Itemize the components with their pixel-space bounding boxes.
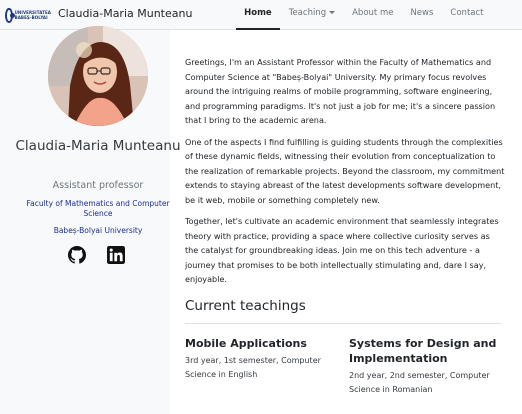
main-nav [236, 0, 492, 30]
navbar [0, 0, 522, 30]
linkedin-link[interactable] [107, 246, 125, 264]
nav-teaching[interactable]: Teaching [280, 0, 343, 30]
course-meta: 3rd year, 1st semester, Computer Science in English [185, 356, 321, 379]
nav-home[interactable]: Home [236, 0, 281, 30]
profile-name: Claudia-Maria Munteanu [15, 138, 181, 154]
course-title: Mobile Applications [185, 337, 307, 350]
avatar [48, 26, 148, 126]
intro-paragraph-3: Together, let's cultivate an academic environment that seamlessly integrates theory with practice, providing a space where collective curiosity serves as the catalyst for groundbreaking ideas. Join me on this tech adventure - a journey that promises to be both intellectually stimulating and, dare I say, enjoyable. [185, 216, 499, 284]
intro-section [185, 55, 505, 294]
linkedin-icon [107, 246, 125, 264]
nav-news[interactable]: News [410, 8, 434, 18]
profile-photo [48, 26, 148, 126]
site-brand[interactable]: Claudia-Maria Munteanu [58, 7, 193, 20]
university-logo[interactable]: UNIVERSITATEA BABEȘ-BOLYAI [5, 6, 51, 24]
course-meta: 2nd year, 2nd semester, Computer Science in Romanian [349, 371, 490, 394]
intro-paragraph-2: One of the aspects I find fulfilling is guiding students through the complexities of these dynamic fields, witnessing their evolution from conceptualization to the realization of remarkable projects. Beyond the classroom, my commitment extends to staying abreast of the latest developments software development, be it web, mobile or something completely new. [185, 136, 505, 205]
nav-contact[interactable]: Contact [450, 8, 484, 18]
course-card[interactable] [349, 336, 497, 397]
intro-paragraph-1: Greetings, I'm an Assistant Professor within the Faculty of Mathematics and Computer Science at "Babeș-Bolyai" University. My primary focus revolves around the intriguing realms of mobile programming, software engineering, and programming paradigms. It's not just a job for me; it's a sincere passion that I bring to the academic arena. [185, 57, 496, 125]
divider [185, 323, 501, 324]
university-link[interactable]: Babeș-Bolyai University [53, 226, 143, 235]
profile-role: Assistant professor [52, 180, 144, 191]
caret-down-icon [329, 11, 335, 14]
course-title: Systems for Design and Implementation [349, 337, 497, 365]
nav-about[interactable]: About me [352, 8, 394, 18]
social-links [68, 246, 125, 264]
github-icon [68, 246, 86, 264]
github-link[interactable] [68, 246, 86, 264]
course-card[interactable] [185, 336, 333, 382]
university-seal-icon [5, 8, 13, 23]
teachings-title: Current teachings [185, 298, 306, 314]
faculty-link[interactable]: Faculty of Mathematics and Computer Science [26, 199, 170, 218]
